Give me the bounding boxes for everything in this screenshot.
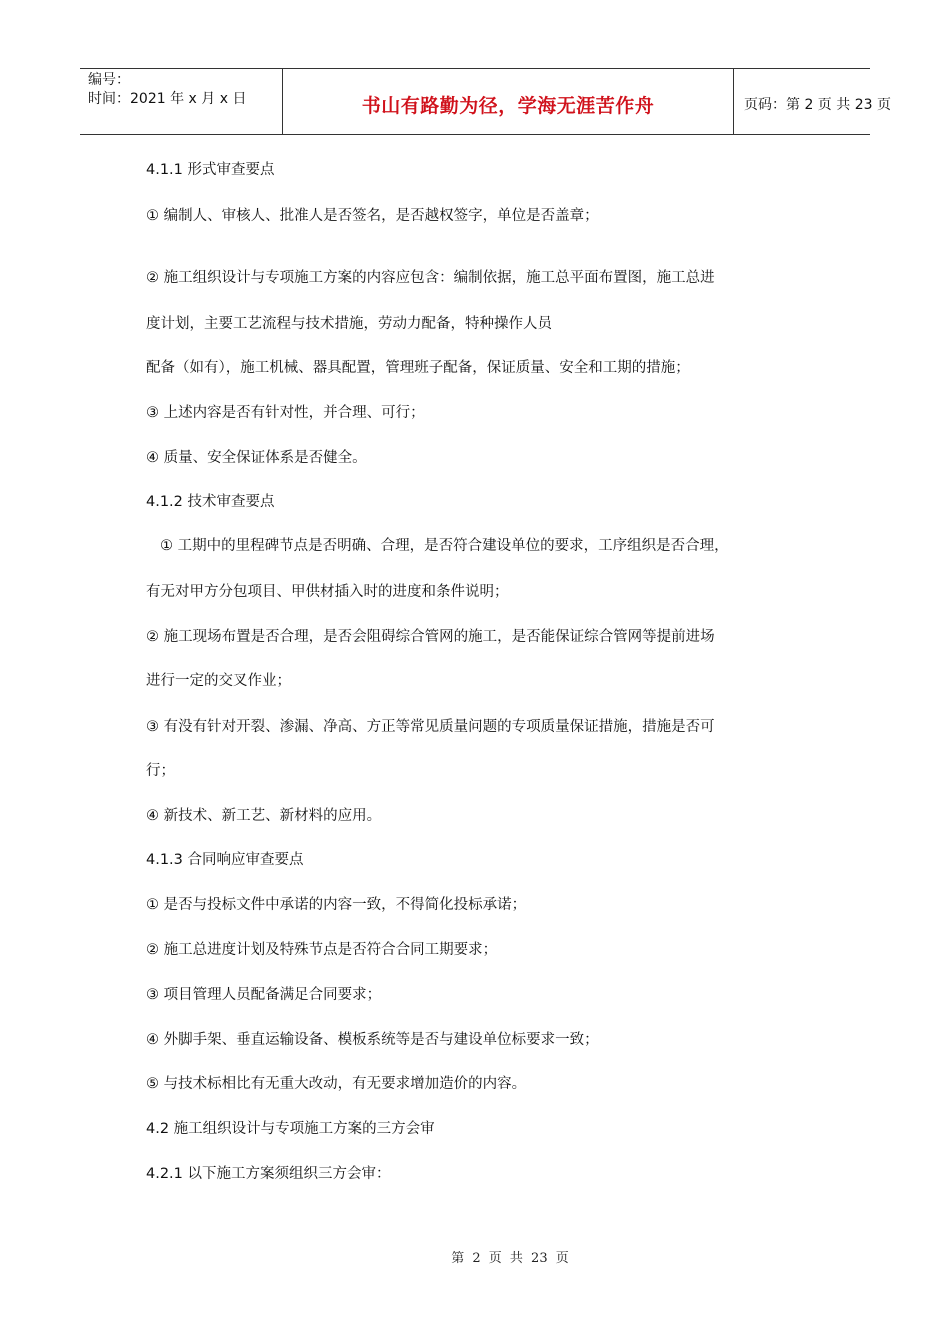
body-line: ③ 有没有针对开裂、渗漏、净高、方正等常见质量问题的专项质量保证措施，措施是否可 [146, 719, 715, 735]
header-motto-cell [282, 69, 734, 134]
body-line: ④ 外脚手架、垂直运输设备、模板系统等是否与建设单位标要求一致； [146, 1032, 599, 1048]
motto: 书山有路勤为径，学海无涯苦作舟 [361, 95, 655, 117]
page-header [80, 68, 891, 135]
body-line: ⑤ 与技术标相比有无重大改动，有无要求增加造价的内容。 [146, 1076, 527, 1092]
doc-number-label: 编号： [88, 72, 130, 88]
body-line: ① 编制人、审核人、批准人是否签名，是否越权签字，单位是否盖章； [146, 208, 599, 224]
section-heading-4-2: 4.2 施工组织设计与专项施工方案的三方会审 [146, 1121, 435, 1137]
body-line: ② 施工组织设计与专项施工方案的内容应包含：编制依据，施工总平面布置图，施工总进 [146, 270, 715, 286]
section-heading-4-2-1: 4.2.1 以下施工方案须组织三方会审： [146, 1166, 391, 1182]
body-line: ① 是否与投标文件中承诺的内容一致，不得简化投标承诺； [146, 897, 527, 913]
body-line: ④ 质量、安全保证体系是否健全。 [146, 450, 367, 466]
page-info: 页码：第 2 页 共 23 页 [744, 96, 891, 113]
body-line: 进行一定的交叉作业； [146, 673, 291, 689]
body-line: ② 施工总进度计划及特殊节点是否符合合同工期要求； [146, 942, 498, 958]
body-line: 度计划，主要工艺流程与技术措施，劳动力配备，特种操作人员 [146, 316, 552, 332]
header-meta [80, 69, 282, 134]
body-line: ① 工期中的里程碑节点是否明确、合理，是否符合建设单位的要求，工序组织是否合理， [160, 538, 729, 554]
body-line: 配备（如有），施工机械、器具配置，管理班子配备，保证质量、安全和工期的措施； [146, 360, 690, 376]
body-line: ④ 新技术、新工艺、新材料的应用。 [146, 808, 382, 824]
date-label: 时间：2021 年 x 月 x 日 [88, 91, 247, 107]
body-line: 行； [146, 763, 175, 779]
section-heading-4-1-3: 4.1.3 合同响应审查要点 [146, 852, 304, 868]
body-line: 有无对甲方分包项目、甲供材插入时的进度和条件说明； [146, 584, 509, 600]
body-line: ③ 上述内容是否有针对性，并合理、可行； [146, 405, 425, 421]
header-page-cell [734, 69, 891, 134]
section-heading-4-1-1: 4.1.1 形式审查要点 [146, 162, 275, 178]
section-heading-4-1-2: 4.1.2 技术审查要点 [146, 494, 275, 510]
body-line: ② 施工现场布置是否合理，是否会阻碍综合管网的施工，是否能保证综合管网等提前进场 [146, 629, 715, 645]
body-line: ③ 项目管理人员配备满足合同要求； [146, 987, 382, 1003]
page-footer: 第 2 页 共 23 页 [451, 1251, 569, 1266]
